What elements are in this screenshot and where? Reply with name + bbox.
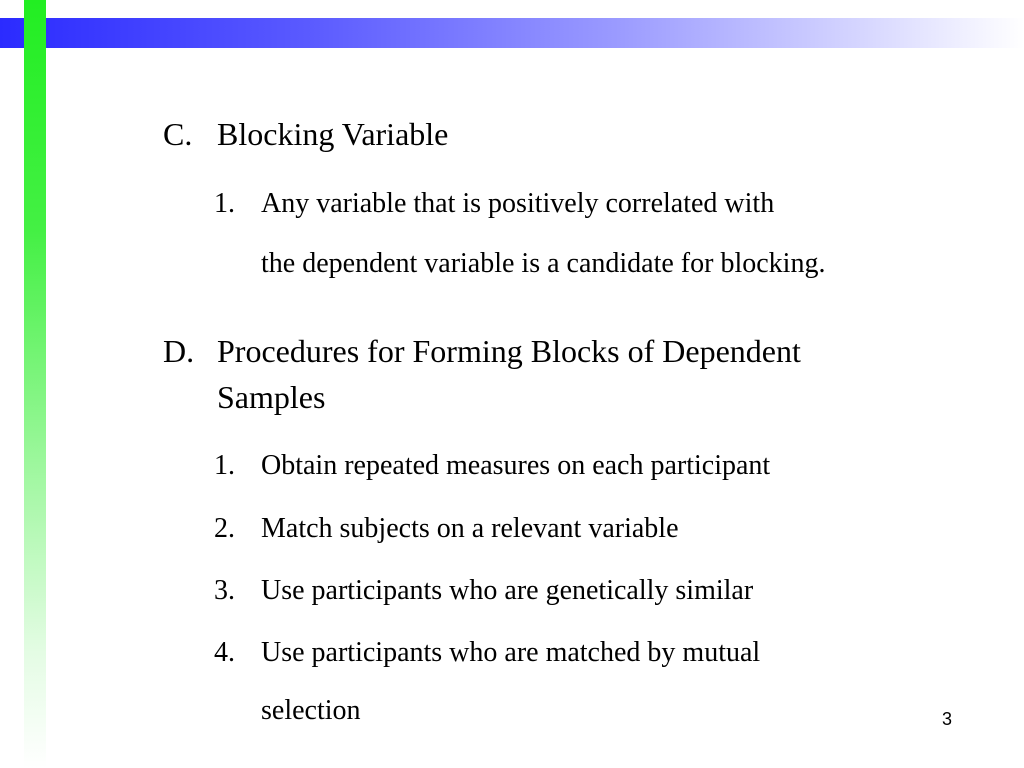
section-d-item-2-marker: 2. (214, 513, 235, 544)
section-d-title-line-2: Samples (217, 379, 326, 415)
section-d-item-4-line-1: Use participants who are matched by mutual (261, 637, 761, 668)
left-gradient-bar (24, 0, 46, 768)
section-d-marker: D. (163, 333, 195, 369)
section-d-item-1-marker: 1. (214, 450, 235, 481)
section-c-item-1-line-1: Any variable that is positively correlated with (261, 188, 775, 219)
section-c-marker: C. (163, 116, 193, 152)
section-d-item-2-text: Match subjects on a relevant variable (261, 513, 679, 544)
section-c-item-1-line-2: the dependent variable is a candidate for blocking. (261, 248, 826, 279)
section-d-item-1-text: Obtain repeated measures on each participant (261, 450, 771, 481)
section-d-title-line-1: Procedures for Forming Blocks of Dependent (217, 333, 801, 369)
section-d-item-3-text: Use participants who are genetically similar (261, 575, 754, 606)
top-gradient-bar (0, 18, 1024, 48)
page-number: 3 (941, 709, 952, 729)
section-d-item-4-marker: 4. (214, 637, 235, 668)
section-d-item-4-line-2: selection (261, 695, 361, 726)
section-d-item-3-marker: 3. (214, 575, 235, 606)
section-c-title: Blocking Variable (217, 116, 449, 152)
section-c-item-1-marker: 1. (214, 188, 235, 219)
